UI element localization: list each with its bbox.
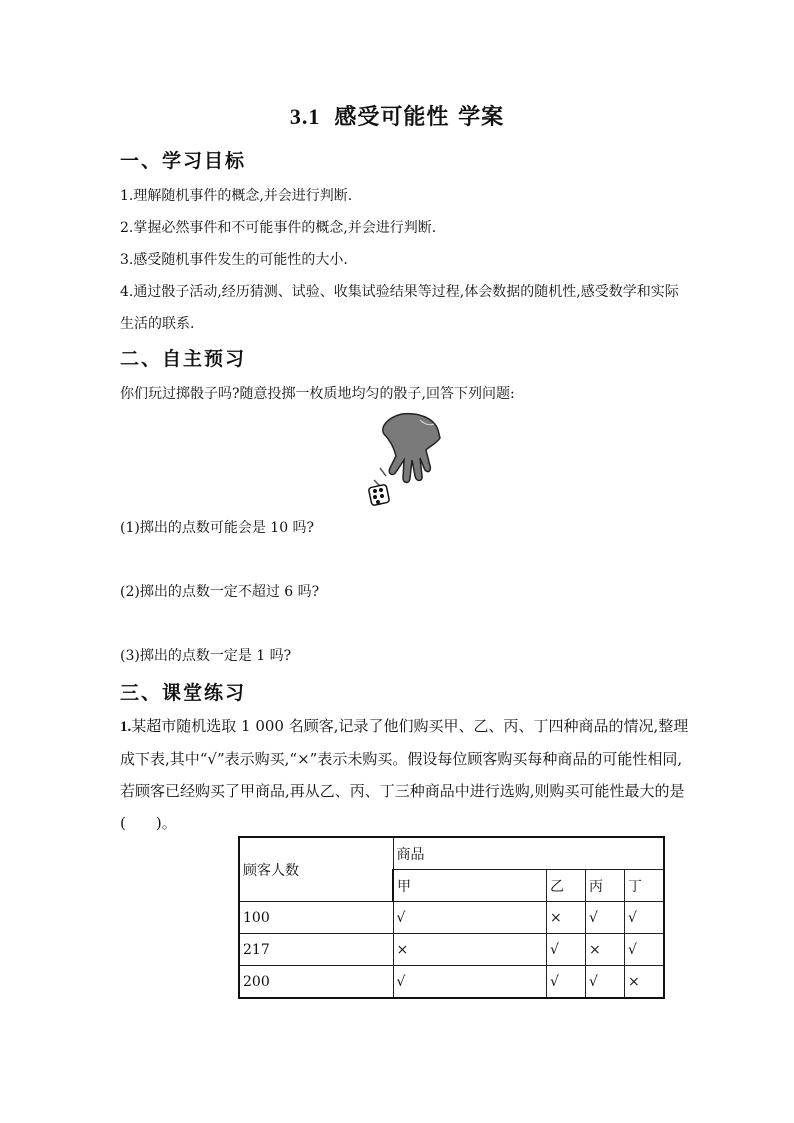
header-goods: 商品 <box>393 837 664 870</box>
goods-header: 丁 <box>625 870 665 902</box>
purchase-mark: × <box>393 934 547 966</box>
title-number: 3.1 <box>289 104 321 129</box>
purchase-mark: × <box>625 966 665 999</box>
customer-count: 200 <box>239 966 393 999</box>
purchase-mark: × <box>547 902 586 934</box>
table-row <box>239 966 664 999</box>
header-customers: 顾客人数 <box>239 837 393 902</box>
goods-header: 乙 <box>547 870 586 902</box>
question-number: 1. <box>120 719 132 735</box>
goal-item: 1.理解随机事件的概念,并会进行判断. <box>120 188 353 204</box>
purchase-mark: √ <box>547 966 586 999</box>
preview-question: (1)掷出的点数可能会是 10 吗? <box>120 520 315 536</box>
purchase-mark: √ <box>625 902 665 934</box>
goods-header: 丙 <box>586 870 625 902</box>
preview-intro: 你们玩过掷骰子吗?随意投掷一枚质地均匀的骰子,回答下列问题: <box>120 386 515 402</box>
goods-header: 甲 <box>393 870 547 902</box>
purchase-mark: √ <box>586 902 625 934</box>
section-heading-preview: 二、自主预习 <box>120 348 247 370</box>
goal-item: 2.掌握必然事件和不可能事件的概念,并会进行判断. <box>120 220 437 236</box>
purchase-mark: √ <box>547 934 586 966</box>
customer-count: 217 <box>239 934 393 966</box>
purchase-mark: × <box>586 934 625 966</box>
purchase-mark: √ <box>625 934 665 966</box>
purchase-table <box>238 836 665 999</box>
section-heading-goals: 一、学习目标 <box>120 150 247 172</box>
preview-question: (2)掷出的点数一定不超过 6 吗? <box>120 584 320 600</box>
table-row <box>239 902 664 934</box>
customer-count: 100 <box>239 902 393 934</box>
page-title <box>0 100 794 131</box>
table-row <box>239 934 664 966</box>
title-text: 感受可能性 学案 <box>334 104 505 130</box>
goal-item: 3.感受随机事件发生的可能性的大小. <box>120 252 348 268</box>
goal-item: 4.通过骰子活动,经历猜测、试验、收集试验结果等过程,体会数据的随机性,感受数学和实际生活的联系. <box>120 284 679 332</box>
practice-question-1 <box>120 710 690 839</box>
purchase-mark: √ <box>586 966 625 999</box>
purchase-mark: √ <box>393 902 547 934</box>
preview-question: (3)掷出的点数一定是 1 吗? <box>120 648 292 664</box>
purchase-mark: √ <box>393 966 547 999</box>
section-heading-practice: 三、课堂练习 <box>120 682 247 704</box>
hand-throwing-dice-illustration <box>360 410 450 515</box>
question-text: 某超市随机选取 1 000 名顾客,记录了他们购买甲、乙、丙、丁四种商品的情况,整理成下表,其中“√”表示购买,“×”表示未购买。假设每位顾客购买每种商品的可能性相同,若顾客已经购买了甲商品,再从乙、丙、丁三种商品中进行选购,则购买可能性最大的是( )。 <box>120 717 689 832</box>
